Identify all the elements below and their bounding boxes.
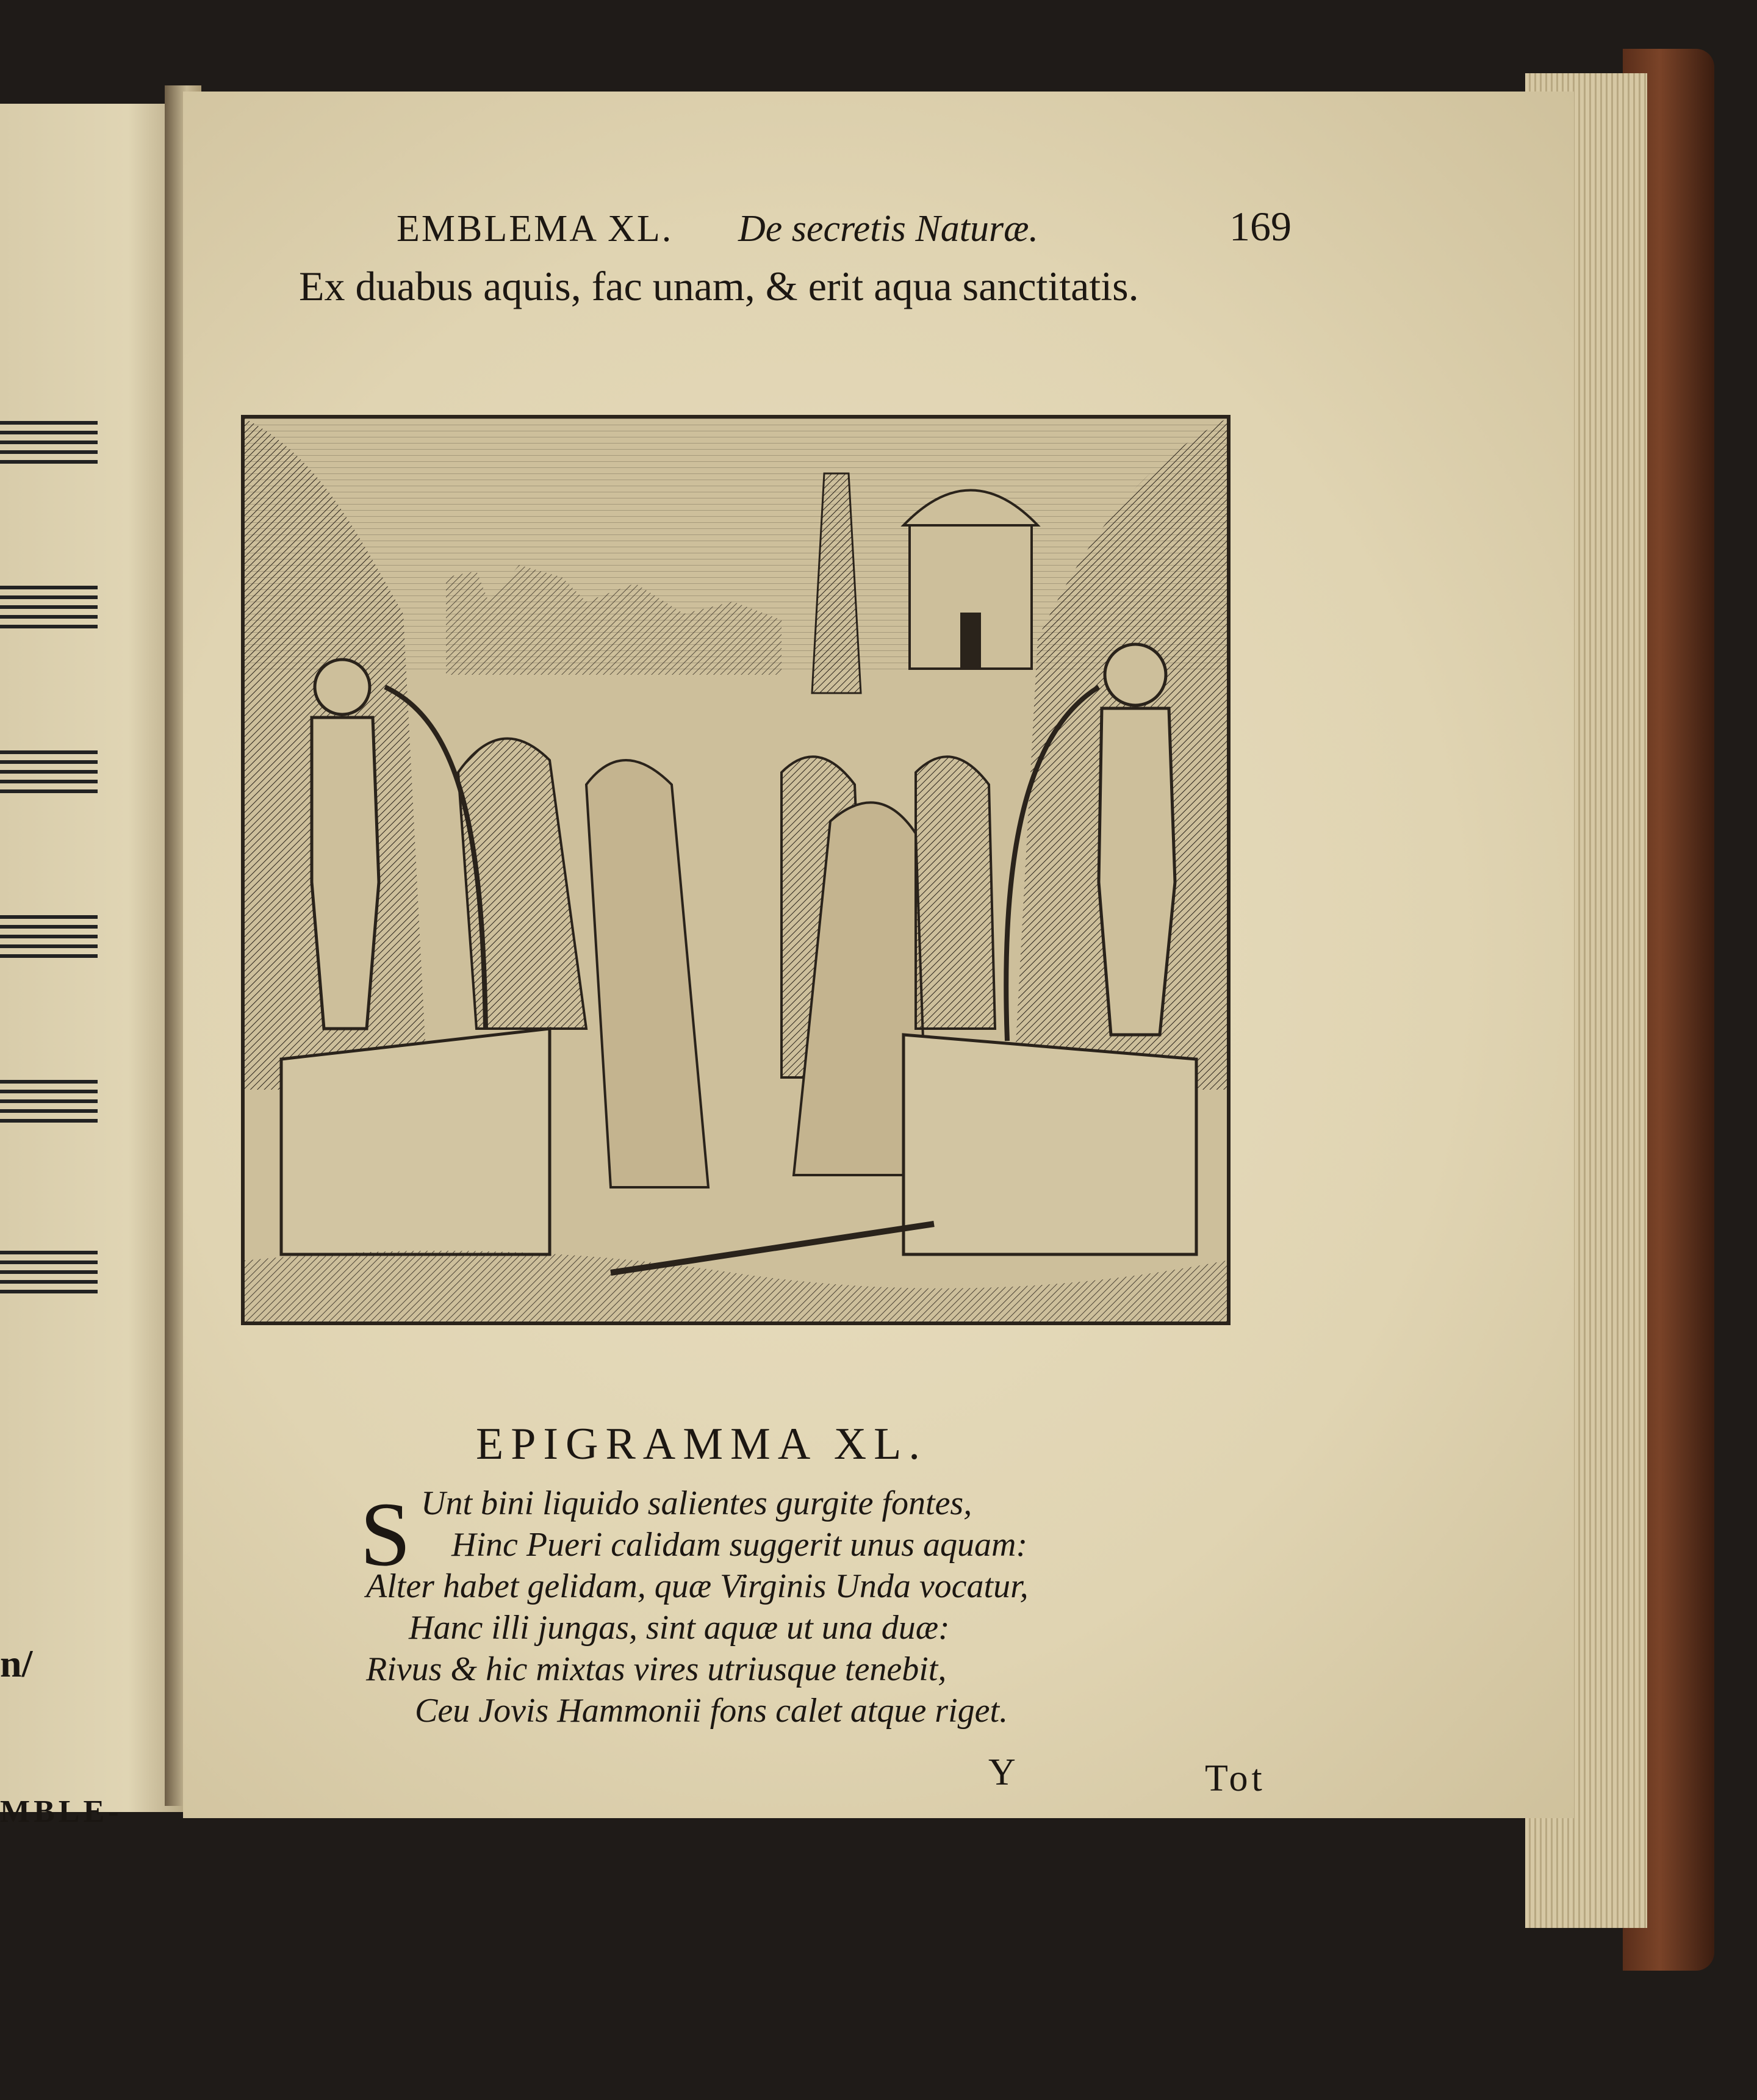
verse-line: Hinc Pueri calidam suggerit unus aquam: xyxy=(451,1526,1028,1564)
fountain-basins xyxy=(281,1029,1196,1254)
verse-line: Ceu Jovis Hammonii fons calet atque riget. xyxy=(415,1692,1008,1730)
staff-on-ground xyxy=(611,1224,934,1273)
header-subtitle: De secretis Naturæ. xyxy=(738,208,1038,250)
verse-line: Alter habet gelidam, quæ Virginis Unda vocatur, xyxy=(366,1567,1029,1605)
music-staff xyxy=(0,421,98,464)
emblem-motto: Ex duabus aquis, fac unam, & erit aqua sanctitatis. xyxy=(299,263,1139,309)
running-header xyxy=(397,203,1299,256)
engraving-illustration xyxy=(245,419,1227,1321)
page-number: 169 xyxy=(1229,203,1292,250)
emblem-number: EMBLEMA XL. xyxy=(397,208,674,250)
verse-line: Hanc illi jungas, sint aquæ ut una duæ: xyxy=(409,1609,950,1647)
left-page-fragment: n/ xyxy=(0,1642,33,1685)
music-staff xyxy=(0,1251,98,1293)
verse-line: Unt bini liquido salientes gurgite fontes, xyxy=(421,1484,972,1522)
music-staff xyxy=(0,750,98,793)
left-page-fragment: MBLE- xyxy=(0,1794,123,1829)
signature-mark: Y xyxy=(988,1752,1016,1793)
left-page xyxy=(0,104,183,1829)
drop-cap: S xyxy=(360,1484,411,1585)
verse-line: Rivus & hic mixtas vires utriusque tenebit, xyxy=(366,1650,947,1688)
catchword: Tot xyxy=(1205,1758,1266,1799)
music-staff xyxy=(0,1080,98,1123)
music-staff xyxy=(0,915,98,958)
temple xyxy=(904,491,1038,669)
epigram-title: EPIGRAMMA XL. xyxy=(476,1419,927,1469)
ground xyxy=(245,1251,1227,1321)
music-staff xyxy=(0,586,98,628)
emblem-engraving xyxy=(241,415,1231,1325)
